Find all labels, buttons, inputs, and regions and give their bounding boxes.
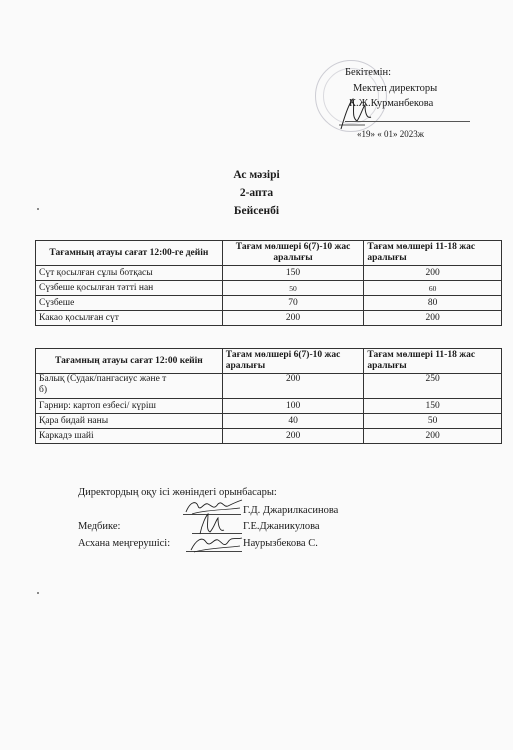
dish-name-line2: б) [39, 385, 47, 395]
portion-senior: 50 [364, 414, 502, 429]
portion-senior: 80 [364, 296, 502, 311]
portion-junior: 200 [222, 429, 364, 444]
after-noon-menu-table [35, 348, 502, 444]
table-header-row [36, 241, 502, 266]
column-header-portion-junior: Тағам мөлшері 6(7)-10 жас аралығы [222, 349, 364, 374]
canteen-head-signature [188, 530, 244, 556]
deputy-title: Директордың оқу ісі жөніндегі орынбасары: [78, 487, 277, 498]
portion-senior: 150 [364, 399, 502, 414]
approval-position: Мектеп директоры [353, 83, 438, 94]
portion-junior: 150 [222, 266, 364, 281]
scan-speck [37, 592, 39, 594]
table-row [36, 429, 502, 444]
column-header-dish: Тағамның атауы сағат 12:00-ге дейін [36, 241, 223, 266]
column-header-portion-junior: Тағам мөлшері 6(7)-10 жас аралығы [222, 241, 364, 266]
portion-junior: 200 [222, 374, 364, 399]
menu-week: 2-апта [239, 187, 274, 199]
dish-name [36, 374, 223, 399]
approval-date: «19» « 01» 2023ж [357, 129, 424, 139]
table-header-row [36, 349, 502, 374]
column-header-portion-senior: Тағам мөлшері 11-18 жас аралығы [364, 349, 502, 374]
table-row [36, 374, 502, 399]
dish-name: Сүзбеше қосылған тәтті нан [36, 281, 223, 296]
dish-name: Гарнир: картоп езбесі/ күріш [36, 399, 223, 414]
portion-junior: 200 [222, 311, 364, 326]
dish-name-line1: Балық (Судак/пангасиус және т [39, 374, 167, 384]
portion-senior: 200 [364, 311, 502, 326]
table-row [36, 266, 502, 281]
portion-junior: 100 [222, 399, 364, 414]
column-header-portion-senior: Тағам мөлшері 11-18 жас аралығы [364, 241, 502, 266]
portion-senior: 250 [364, 374, 502, 399]
canteen-head-title: Асхана меңгерушісі: [78, 538, 171, 549]
table-row [36, 281, 502, 296]
approval-title: Бекітемін: [345, 67, 392, 78]
portion-senior: 200 [364, 266, 502, 281]
table-row [36, 399, 502, 414]
table-row [36, 296, 502, 311]
table-row [36, 414, 502, 429]
nurse-name: Г.Е.Джаникулова [243, 521, 320, 532]
portion-junior: 70 [222, 296, 364, 311]
dish-name: Какао қосылған сүт [36, 311, 223, 326]
table-row [36, 311, 502, 326]
dish-name: Сүзбеше [36, 296, 223, 311]
dish-name: Каркадэ шайі [36, 429, 223, 444]
menu-title: Ас мәзірі [233, 169, 280, 181]
portion-junior: 40 [222, 414, 364, 429]
dish-name: Қара бидай наны [36, 414, 223, 429]
canteen-head-name: Наурызбекова С. [243, 538, 318, 549]
approval-director-name: К.Ж.Курманбекова [349, 98, 434, 109]
scan-speck [37, 208, 39, 210]
nurse-title: Медбике: [78, 521, 121, 532]
menu-titles [0, 166, 513, 220]
portion-senior: 60 [364, 281, 502, 296]
portion-junior: 50 [222, 281, 364, 296]
before-noon-menu-table [35, 240, 502, 326]
column-header-dish: Тағамның атауы сағат 12:00 кейін [36, 349, 223, 374]
dish-name: Сүт қосылған сұлы ботқасы [36, 266, 223, 281]
menu-day: Бейсенбі [233, 205, 280, 217]
portion-senior: 200 [364, 429, 502, 444]
deputy-name: Г.Д. Джарилкасинова [243, 505, 339, 516]
approval-signature-line [345, 121, 470, 122]
